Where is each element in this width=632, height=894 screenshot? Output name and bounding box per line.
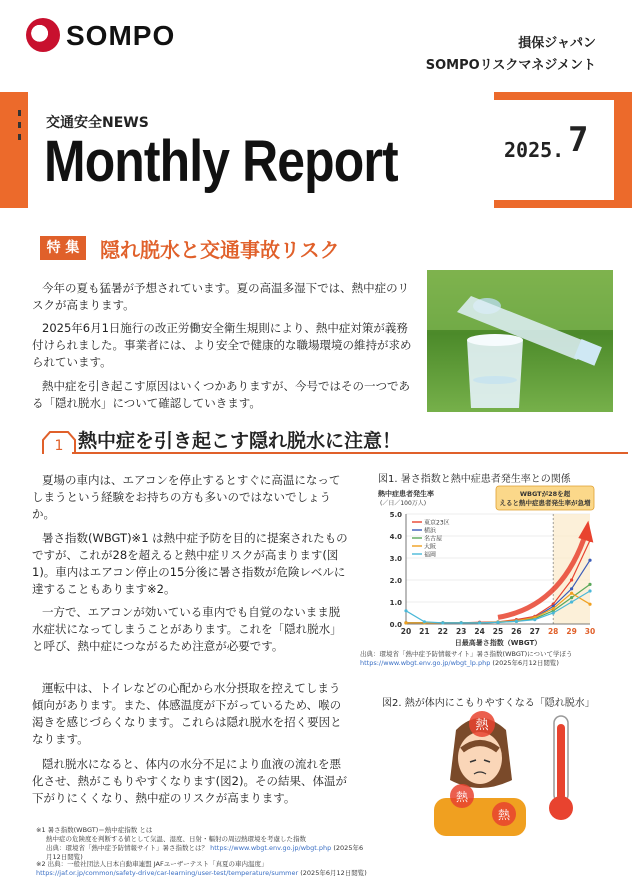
legend-label: 名古屋 xyxy=(424,535,443,543)
callout-line: WBGTが28を超 xyxy=(519,490,571,498)
y-axis-label: 熱中症患者発生率 xyxy=(378,490,434,498)
banner-mark xyxy=(18,122,21,128)
y-tick-label: 1.0 xyxy=(389,599,402,607)
data-point xyxy=(570,587,573,590)
data-point xyxy=(570,596,573,599)
data-point xyxy=(552,611,555,614)
feature-title: 隠れ脱水と交通事故リスク xyxy=(100,238,340,262)
issue-year: 2025. xyxy=(504,138,565,162)
logo-text: SOMPO xyxy=(66,20,176,51)
x-tick-label: 27 xyxy=(529,627,541,636)
issue-month: 7 xyxy=(568,120,589,160)
data-point xyxy=(552,607,555,610)
company-name-2: SOMPOリスクマネジメント xyxy=(425,58,596,73)
wbgt-chart xyxy=(376,484,598,646)
legend-label: 大阪 xyxy=(424,543,437,551)
data-point xyxy=(588,583,591,586)
report-title: Monthly Report xyxy=(44,129,398,194)
footnote-1-link[interactable]: https://www.wbgt.env.go.jp/wbgt.php xyxy=(210,844,332,852)
y-tick-label: 3.0 xyxy=(389,555,402,563)
data-point xyxy=(404,609,407,612)
data-point xyxy=(588,589,591,592)
x-tick-label: 24 xyxy=(474,627,485,636)
water-bottle-photo xyxy=(427,270,613,412)
banner-mark xyxy=(18,110,21,116)
x-tick-label: 30 xyxy=(584,627,596,636)
body-paragraph: 隠れ脱水になると、体内の水分不足により血液の流れを悪化させ、熱がこもりやすくなります(図2)。その結果、体温が下がりにくくなり、熱中症のリスクが高まります。 xyxy=(32,757,347,805)
footnote-1 xyxy=(36,826,366,862)
figure1-source xyxy=(360,650,622,668)
data-point xyxy=(588,603,591,606)
car-number-icon xyxy=(40,428,78,460)
x-tick-label: 25 xyxy=(492,627,504,636)
x-tick-label: 23 xyxy=(455,627,467,636)
hidden-dehydration-illustration xyxy=(426,710,602,836)
intro-paragraph: 2025年6月1日施行の改正労働安全衛生規則により、熱中症対策が義務付けられました。事業者には、より安全で健康的な職場環境の維持が求められています。 xyxy=(32,321,412,369)
x-tick-label: 22 xyxy=(437,627,449,636)
body-paragraph: 夏場の車内は、エアコンを停止するとすぐに高温になってしまうという経験をお持ちの方も多いのではないでしょうか。 xyxy=(32,473,341,521)
x-tick-label: 28 xyxy=(547,627,559,636)
footnote-2-source: ※2 出典：一般社団法人日本自動車連盟 JAFユーザーテスト「真夏の車内温度」 xyxy=(36,860,268,868)
series-label: 交通安全NEWS xyxy=(46,115,149,131)
data-point xyxy=(570,600,573,603)
legend-label: 福岡 xyxy=(424,551,437,559)
y-axis-unit: (／日／100万人) xyxy=(380,500,427,507)
figure1-source-link[interactable]: https://www.wbgt.env.go.jp/wbgt_lp.php xyxy=(360,659,491,667)
wbgt-chart-svg xyxy=(376,484,598,646)
heat-label: 熱 xyxy=(497,808,511,822)
y-tick-label: 5.0 xyxy=(389,511,402,519)
footnote-2 xyxy=(36,860,396,878)
x-tick-label: 20 xyxy=(400,627,412,636)
figure1-caption: 図1. 暑さ指数と熱中症患者発生率との関係 xyxy=(378,474,571,485)
data-point xyxy=(404,621,407,624)
intro-paragraph: 熱中症を引き起こす原因はいくつかありますが、今号ではその一つである「隠れ脱水」について確認していきます。 xyxy=(32,379,410,410)
data-point xyxy=(515,620,518,623)
figure1-source-date: (2025年6月12日閲覧) xyxy=(492,659,559,667)
heat-label: 熱 xyxy=(455,790,469,804)
footnote-2-link[interactable]: https://jaf.or.jp/common/safety-drive/car-learning/user-test/temperature/summer xyxy=(36,869,299,877)
body-paragraph: 暑さ指数(WBGT)※1 は熱中症予防を目的に提案されたものですが、これが28を超えると熱中症リスクが高まります(図1)。車内はエアコン停止の15分後に暑さ指数が危険レベルに達することもあります※2。 xyxy=(32,531,348,596)
body-paragraph: 運転中は、トイレなどの心配から水分摂取を控えてしまう傾向があります。また、体感温度が下がっているため、喉の渇きを感じづらくなります。これらは隠れ脱水を招く要因となります。 xyxy=(32,681,342,746)
footnote-2-date: (2025年6月12日閲覧) xyxy=(300,869,367,877)
figure2-caption: 図2. 熱が体内にこもりやすくなる「隠れ脱水」 xyxy=(382,698,595,709)
legend-label: 横浜 xyxy=(424,527,437,535)
section-number: 1 xyxy=(54,438,64,454)
x-axis-label: 日最高暑さ指数（WBGT） xyxy=(454,639,542,646)
data-point xyxy=(478,621,481,624)
intro-paragraph: 今年の夏も猛暑が予想されています。夏の高温多湿下では、熱中症のリスクが高まります。 xyxy=(32,281,410,312)
y-tick-label: 0.0 xyxy=(389,621,402,629)
data-point xyxy=(570,592,573,595)
y-tick-label: 2.0 xyxy=(389,577,402,585)
body-paragraph: 一方で、エアコンが効いている車内でも自覚のないまま脱水症状になってしまうことがあります。これを「隠れ脱水」と呼び、熱中症につながるため注意が必要です。 xyxy=(32,605,342,653)
data-point xyxy=(496,621,499,624)
x-tick-label: 21 xyxy=(419,627,430,636)
footnote-1-body: 熱中症の危険度を判断する値として気温、湿度、日射・輻射の周辺熱環境を考慮した指数 xyxy=(46,835,306,843)
x-tick-label: 26 xyxy=(511,627,522,636)
footnote-1-date: (2025年6月12日閲覧) xyxy=(46,844,364,861)
data-point xyxy=(423,620,426,623)
banner-mark xyxy=(18,134,21,140)
data-point xyxy=(588,559,591,562)
data-point xyxy=(570,578,573,581)
footnote-1-source-label: 出典：環境省「熱中症予防情報サイト」暑さ指数とは？ xyxy=(46,844,209,852)
data-point xyxy=(533,618,536,621)
company-name-1: 損保ジャパン xyxy=(518,36,596,51)
feature-badge: 特 集 xyxy=(40,236,86,260)
y-tick-label: 4.0 xyxy=(389,533,402,541)
sompo-logo-icon xyxy=(26,18,60,52)
data-point xyxy=(441,621,444,624)
figure1-source-label: 出典：環境省「熱中症予防情報サイト」暑さ指数(WBGT)について学ぼう xyxy=(360,650,573,658)
heat-label: 熱 xyxy=(475,718,489,733)
x-tick-label: 29 xyxy=(566,627,577,636)
callout-line: えると熱中症患者発生率が急増 xyxy=(499,499,591,507)
data-point xyxy=(460,621,463,624)
section-title: 熱中症を引き起こす隠れ脱水に注意！ xyxy=(78,430,402,452)
footnote-1-title: ※1 暑さ指数(WBGT)＝熱中症指数 とは xyxy=(36,826,153,834)
legend-label: 東京23区 xyxy=(424,519,450,527)
